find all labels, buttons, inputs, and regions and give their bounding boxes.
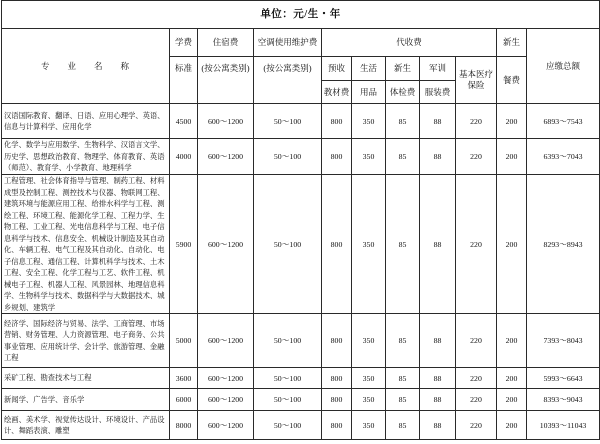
- header-textbook-bottom: 教材费: [322, 81, 352, 104]
- accommodation-cell: 600～1200: [198, 175, 254, 314]
- header-tuition-sub: 标准: [170, 57, 198, 104]
- total-cell: 6393～7043: [527, 139, 600, 175]
- supplies-cell: 350: [352, 389, 386, 411]
- uniform-cell: 88: [420, 175, 456, 314]
- header-checkup-top: 新生: [386, 57, 420, 81]
- insurance-cell: 220: [456, 139, 497, 175]
- accommodation-cell: 600～1200: [198, 104, 254, 139]
- fee-row: [2, 389, 600, 411]
- ac-fee-cell: 50～100: [254, 368, 322, 389]
- meal-cell: 200: [497, 139, 527, 175]
- header-tuition: 学费: [170, 29, 198, 57]
- supplies-cell: 350: [352, 104, 386, 139]
- uniform-cell: 88: [420, 104, 456, 139]
- total-cell: 8293～8943: [527, 175, 600, 314]
- insurance-cell: 220: [456, 175, 497, 314]
- insurance-cell: 220: [456, 389, 497, 411]
- total-cell: 5993～6643: [527, 368, 600, 389]
- major-list: 化学、数学与应用数学、生物科学、汉语言文学、历史学、思想政治教育、物理学、体育教育、英语（师范）、教育学、小学教育、地理科学: [2, 139, 170, 175]
- supplies-cell: 350: [352, 411, 386, 440]
- textbook-cell: 800: [322, 175, 352, 314]
- tuition-cell: 5900: [170, 175, 198, 314]
- insurance-cell: 220: [456, 314, 497, 368]
- textbook-cell: 800: [322, 314, 352, 368]
- textbook-cell: 800: [322, 411, 352, 440]
- tuition-cell: 8000: [170, 411, 198, 440]
- major-list: 采矿工程、勘查技术与工程: [2, 368, 170, 389]
- checkup-cell: 85: [386, 314, 420, 368]
- uniform-cell: 88: [420, 411, 456, 440]
- supplies-cell: 350: [352, 139, 386, 175]
- header-accommodation-sub: (按公寓类别): [198, 57, 254, 104]
- checkup-cell: 85: [386, 139, 420, 175]
- header-total: 应缴总额: [527, 29, 600, 104]
- header-checkup-bottom: 体检费: [386, 81, 420, 104]
- supplies-cell: 350: [352, 368, 386, 389]
- major-list: 经济学、国际经济与贸易、法学、工商管理、市场营销、财务管理、人力资源管理、电子商务、公共事业管理、应用统计学、会计学、旅游管理、金融工程: [2, 314, 170, 368]
- major-list: 汉语国际教育、翻译、日语、应用心理学、英语、信息与计算科学、应用化学: [2, 104, 170, 139]
- total-cell: 7393～8043: [527, 314, 600, 368]
- accommodation-cell: 600～1200: [198, 139, 254, 175]
- meal-cell: 200: [497, 368, 527, 389]
- fee-row: [2, 368, 600, 389]
- total-cell: 10393～11043: [527, 411, 600, 440]
- checkup-cell: 85: [386, 389, 420, 411]
- fee-row: [2, 314, 600, 368]
- header-collection: 代收费: [322, 29, 497, 57]
- header-ac-fee-sub: (按公寓类别): [254, 57, 322, 104]
- unit-row: [2, 1, 600, 29]
- header-uniform-top: 军训: [420, 57, 456, 81]
- textbook-cell: 800: [322, 389, 352, 411]
- insurance-cell: 220: [456, 104, 497, 139]
- major-list: 新闻学、广告学、音乐学: [2, 389, 170, 411]
- header-insurance: 基本医疗保险: [456, 57, 497, 104]
- uniform-cell: 88: [420, 368, 456, 389]
- textbook-cell: 800: [322, 368, 352, 389]
- meal-cell: 200: [497, 175, 527, 314]
- header-accommodation: 住宿费: [198, 29, 254, 57]
- accommodation-cell: 600～1200: [198, 314, 254, 368]
- ac-fee-cell: 50～100: [254, 104, 322, 139]
- uniform-cell: 88: [420, 389, 456, 411]
- supplies-cell: 350: [352, 314, 386, 368]
- ac-fee-cell: 50～100: [254, 411, 322, 440]
- tuition-cell: 4500: [170, 104, 198, 139]
- header-supplies-top: 生活: [352, 57, 386, 81]
- accommodation-cell: 600～1200: [198, 411, 254, 440]
- ac-fee-cell: 50～100: [254, 139, 322, 175]
- supplies-cell: 350: [352, 175, 386, 314]
- textbook-cell: 800: [322, 139, 352, 175]
- checkup-cell: 85: [386, 411, 420, 440]
- meal-cell: 200: [497, 389, 527, 411]
- header-supplies-bottom: 用品: [352, 81, 386, 104]
- insurance-cell: 220: [456, 368, 497, 389]
- uniform-cell: 88: [420, 139, 456, 175]
- header-major-name: 专业名称: [2, 29, 170, 104]
- header-meal-top: 新生: [497, 29, 527, 57]
- fee-row: [2, 139, 600, 175]
- accommodation-cell: 600～1200: [198, 389, 254, 411]
- meal-cell: 200: [497, 314, 527, 368]
- major-list: 绘画、美术学、视觉传达设计、环境设计、产品设计、舞蹈表演、雕塑: [2, 411, 170, 440]
- textbook-cell: 800: [322, 104, 352, 139]
- checkup-cell: 85: [386, 104, 420, 139]
- ac-fee-cell: 50～100: [254, 175, 322, 314]
- insurance-cell: 220: [456, 411, 497, 440]
- tuition-cell: 4000: [170, 139, 198, 175]
- fee-row: [2, 411, 600, 440]
- meal-cell: 200: [497, 104, 527, 139]
- header-row-top: [2, 29, 600, 57]
- ac-fee-cell: 50～100: [254, 314, 322, 368]
- accommodation-cell: 600～1200: [198, 368, 254, 389]
- tuition-cell: 6000: [170, 389, 198, 411]
- header-uniform-bottom: 服装费: [420, 81, 456, 104]
- major-list: 工程管理、社会体育指导与管理、制药工程、材料成型及控制工程、测控技术与仪器、物联网工程、建筑环境与能源应用工程、给排水科学与工程、测绘工程、环境工程、能源化学工程、工程力学、生物工程、工业工程、光电信息科学与工程、电子信息科学与技术、信息安全、机械设计制造及其自动化、车辆工程、电气工程及其自动化、自动化、电子信息工程、通信工程、计算机科学与技术、土木工程、安全工程、化学工程与工艺、软件工程、机械电子工程、机器人工程、风景园林、地理信息科学、生物科学与技术、数据科学与大数据技术、城乡规划、建筑学: [2, 175, 170, 314]
- meal-cell: 200: [497, 411, 527, 440]
- fee-table: [1, 0, 600, 440]
- uniform-cell: 88: [420, 314, 456, 368]
- checkup-cell: 85: [386, 368, 420, 389]
- fee-row: [2, 104, 600, 139]
- header-ac-fee: 空调使用维护费: [254, 29, 322, 57]
- total-cell: 8393～9043: [527, 389, 600, 411]
- tuition-cell: 5000: [170, 314, 198, 368]
- header-meal-bottom: 餐费: [497, 57, 527, 104]
- header-textbook-top: 预收: [322, 57, 352, 81]
- tuition-cell: 3600: [170, 368, 198, 389]
- ac-fee-cell: 50～100: [254, 389, 322, 411]
- fee-row: [2, 175, 600, 314]
- checkup-cell: 85: [386, 175, 420, 314]
- unit-label: 单位：元/生・年: [2, 1, 600, 29]
- total-cell: 6893～7543: [527, 104, 600, 139]
